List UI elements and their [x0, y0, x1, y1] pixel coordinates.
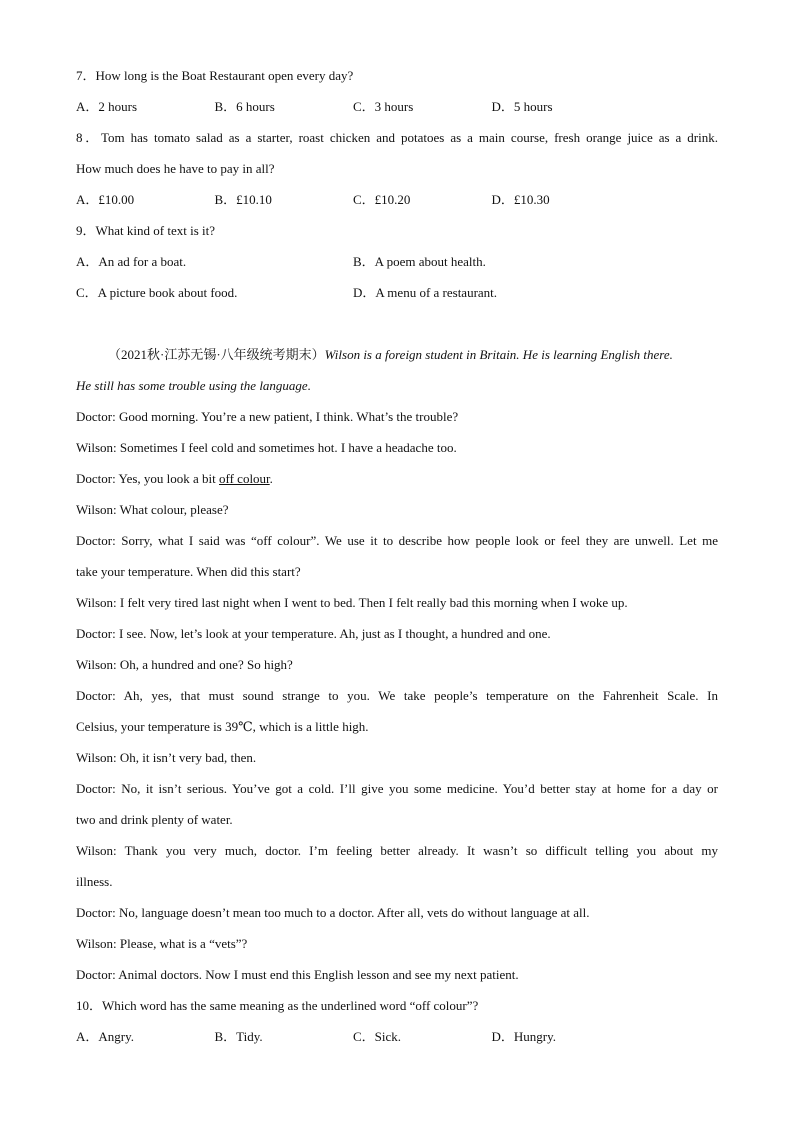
dialogue-line: Wilson: Oh, a hundred and one? So high?: [76, 657, 293, 672]
question-9-options-row-2: [76, 277, 718, 308]
question-9-options-row-1: [76, 246, 718, 277]
document-page: [76, 60, 718, 1052]
dialogue-line: Doctor: Ah, yes, that must sound strange to you. We take people’s temperature on the Fahrenheit Scale. In: [76, 688, 718, 703]
option-a: A．2 hours: [76, 99, 138, 114]
option-c: C．A picture book about food.: [76, 285, 238, 300]
option-a: A．An ad for a boat.: [76, 254, 187, 269]
passage-intro-text: Wilson is a foreign student in Britain. He is learning English there.: [324, 347, 673, 362]
question-10-options: [76, 1021, 718, 1052]
dialogue-line: Wilson: What colour, please?: [76, 502, 229, 517]
dialogue-line: Doctor: I see. Now, let’s look at your temperature. Ah, just as I thought, a hundred and one.: [76, 626, 551, 641]
dialogue-line: Wilson: Oh, it isn’t very bad, then.: [76, 750, 257, 765]
option-c: C．3 hours: [353, 99, 414, 114]
option-b: B．£10.10: [214, 192, 272, 207]
dialogue-line: take your temperature. When did this start?: [76, 564, 301, 579]
question-10-stem: 10．Which word has the same meaning as the underlined word “off colour”?: [76, 998, 479, 1013]
dialogue-line: Doctor: Sorry, what I said was “off colour”. We use it to describe how people look or feel they are unwell. Let me: [76, 533, 718, 548]
dialogue-line: Wilson: I felt very tired last night when I went to bed. Then I felt really bad this morning when I woke up.: [76, 595, 628, 610]
passage-intro-line-2: He still has some trouble using the language.: [76, 378, 311, 393]
option-c: C．Sick.: [353, 1029, 402, 1044]
option-b: B．6 hours: [214, 99, 275, 114]
question-7-options: [76, 91, 718, 122]
question-9-stem: 9．What kind of text is it?: [76, 223, 216, 238]
dialogue-line: two and drink plenty of water.: [76, 812, 233, 827]
spacer: [76, 308, 718, 339]
option-d: D．£10.30: [491, 192, 550, 207]
passage-source: （2021秋·江苏无锡·八年级统考期末）: [108, 347, 325, 362]
dialogue-line: Wilson: Sometimes I feel cold and sometimes hot. I have a headache too.: [76, 440, 457, 455]
dialogue-line: [76, 463, 718, 494]
dialogue-text: Doctor: Yes, you look a bit: [76, 471, 219, 486]
option-d: D．A menu of a restaurant.: [353, 285, 498, 300]
dialogue-line: illness.: [76, 874, 113, 889]
dialogue-text: .: [269, 471, 273, 486]
dialogue-line: Doctor: No, language doesn’t mean too much to a doctor. After all, vets do without language at all.: [76, 905, 590, 920]
option-d: D．Hungry.: [491, 1029, 557, 1044]
question-8-stem-line-1: 8．Tom has tomato salad as a starter, roast chicken and potatoes as a main course, fresh orange juice as a drink.: [76, 130, 718, 145]
passage-intro-line-1: [76, 339, 718, 370]
option-b: B．A poem about health.: [353, 254, 486, 269]
question-8-options: [76, 184, 718, 215]
option-a: A．£10.00: [76, 192, 135, 207]
question-8-stem-line-2: How much does he have to pay in all?: [76, 161, 275, 176]
dialogue-line: Doctor: Good morning. You’re a new patient, I think. What’s the trouble?: [76, 409, 459, 424]
underlined-word: off colour: [219, 471, 270, 486]
option-d: D．5 hours: [491, 99, 553, 114]
dialogue-line: Wilson: Please, what is a “vets”?: [76, 936, 248, 951]
option-a: A．Angry.: [76, 1029, 135, 1044]
option-c: C．£10.20: [353, 192, 411, 207]
dialogue-line: Celsius, your temperature is 39℃, which is a little high.: [76, 719, 369, 734]
dialogue-line: Doctor: No, it isn’t serious. You’ve got a cold. I’ll give you some medicine. You’d better stay at home for a day or: [76, 781, 718, 796]
dialogue-line: Wilson: Thank you very much, doctor. I’m feeling better already. It wasn’t so difficult telling you about my: [76, 843, 718, 858]
option-b: B．Tidy.: [214, 1029, 263, 1044]
question-7-stem: 7．How long is the Boat Restaurant open every day?: [76, 68, 354, 83]
dialogue-line: Doctor: Animal doctors. Now I must end this English lesson and see my next patient.: [76, 967, 519, 982]
